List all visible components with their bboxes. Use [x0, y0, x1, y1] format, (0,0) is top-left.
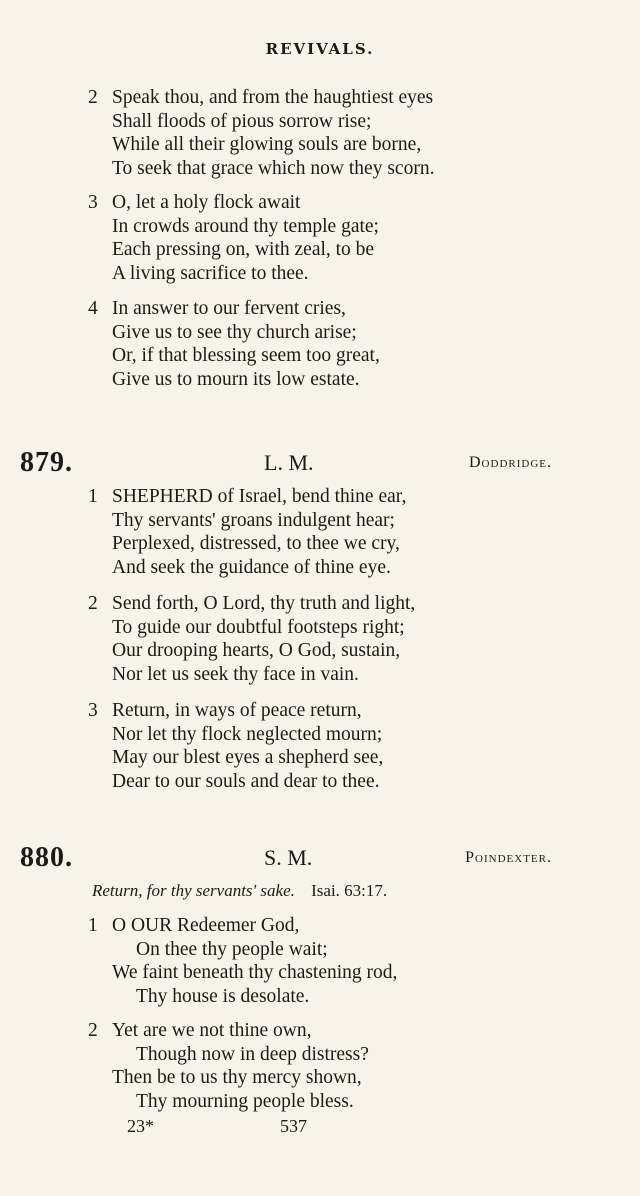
verse-line: O, let a holy flock await — [112, 192, 301, 213]
hymn-meter: L. M. — [264, 450, 314, 475]
verse-line: On thee thy people wait; — [136, 938, 328, 960]
verse-line: Our drooping hearts, O God, sustain, — [112, 640, 401, 661]
verse-line: Return, in ways of peace return, — [112, 700, 362, 721]
verse-line: Then be to us thy mercy shown, — [112, 1067, 362, 1088]
page-number: 537 — [280, 1116, 307, 1136]
verse-line: Or, if that blessing seem too great, — [112, 345, 380, 366]
hymn-header — [20, 842, 552, 872]
hymn-meter: S. M. — [264, 845, 313, 870]
stanza-number: 2 — [88, 87, 98, 108]
signature-mark: 23* — [127, 1116, 154, 1136]
running-head: REVIVALS. — [265, 40, 375, 58]
verse-line: Thy house is desolate. — [136, 985, 310, 1007]
verse-line: A living sacrifice to thee. — [112, 262, 309, 284]
verse-line: To seek that grace which now they scorn. — [112, 157, 435, 179]
hymn-author: Doddridge. — [469, 454, 552, 471]
verse-line: Give us to mourn its low estate. — [112, 368, 360, 390]
verse-line: In crowds around thy temple gate; — [112, 215, 379, 237]
hymn-author: Poindexter. — [465, 849, 552, 866]
verse-line: Give us to see thy church arise; — [112, 321, 357, 343]
hymn-header — [20, 447, 552, 477]
hymn-number: 879. — [20, 447, 73, 478]
stanza-number: 1 — [88, 915, 98, 936]
verse-line: Though now in deep distress? — [136, 1043, 369, 1065]
stanza-number: 2 — [88, 593, 98, 614]
verse-line: Send forth, O Lord, thy truth and light, — [112, 593, 416, 614]
verse-line: In answer to our fervent cries, — [112, 298, 346, 319]
verse-line: Perplexed, distressed, to thee we cry, — [112, 533, 400, 554]
verse-line: To guide our doubtful footsteps right; — [112, 616, 405, 638]
stanza-number: 4 — [88, 298, 98, 319]
stanza-number: 1 — [88, 486, 98, 507]
verse-line: Each pressing on, with zeal, to be — [112, 239, 375, 260]
stanza-number: 2 — [88, 1020, 98, 1041]
verse-line: While all their glowing souls are borne, — [112, 134, 422, 155]
verse-line: Shall floods of pious sorrow rise; — [112, 110, 372, 132]
hymn-subtitle — [92, 881, 387, 901]
scripture-reference: Isai. 63:17. — [311, 881, 388, 900]
verse-line: SHEPHERD of Israel, bend thine ear, — [112, 486, 407, 507]
verse-line: O OUR Redeemer God, — [112, 915, 300, 936]
stanza-number: 3 — [88, 700, 98, 721]
stanza-number: 3 — [88, 192, 98, 213]
verse-line: And seek the guidance of thine eye. — [112, 556, 391, 578]
verse-line: May our blest eyes a shepherd see, — [112, 747, 384, 768]
verse-line: Nor let us seek thy face in vain. — [112, 663, 359, 685]
verse-line: Speak thou, and from the haughtiest eyes — [112, 87, 434, 108]
verse-line: Thy servants' groans indulgent hear; — [112, 509, 395, 531]
verse-line: Dear to our souls and dear to thee. — [112, 770, 380, 792]
hymn-number: 880. — [20, 842, 73, 873]
subtitle-text: Return, for thy servants' sake. — [92, 881, 295, 900]
verse-line: We faint beneath thy chastening rod, — [112, 962, 398, 983]
verse-line: Thy mourning people bless. — [136, 1090, 354, 1112]
verse-line: Yet are we not thine own, — [112, 1020, 312, 1041]
verse-line: Nor let thy flock neglected mourn; — [112, 723, 383, 745]
